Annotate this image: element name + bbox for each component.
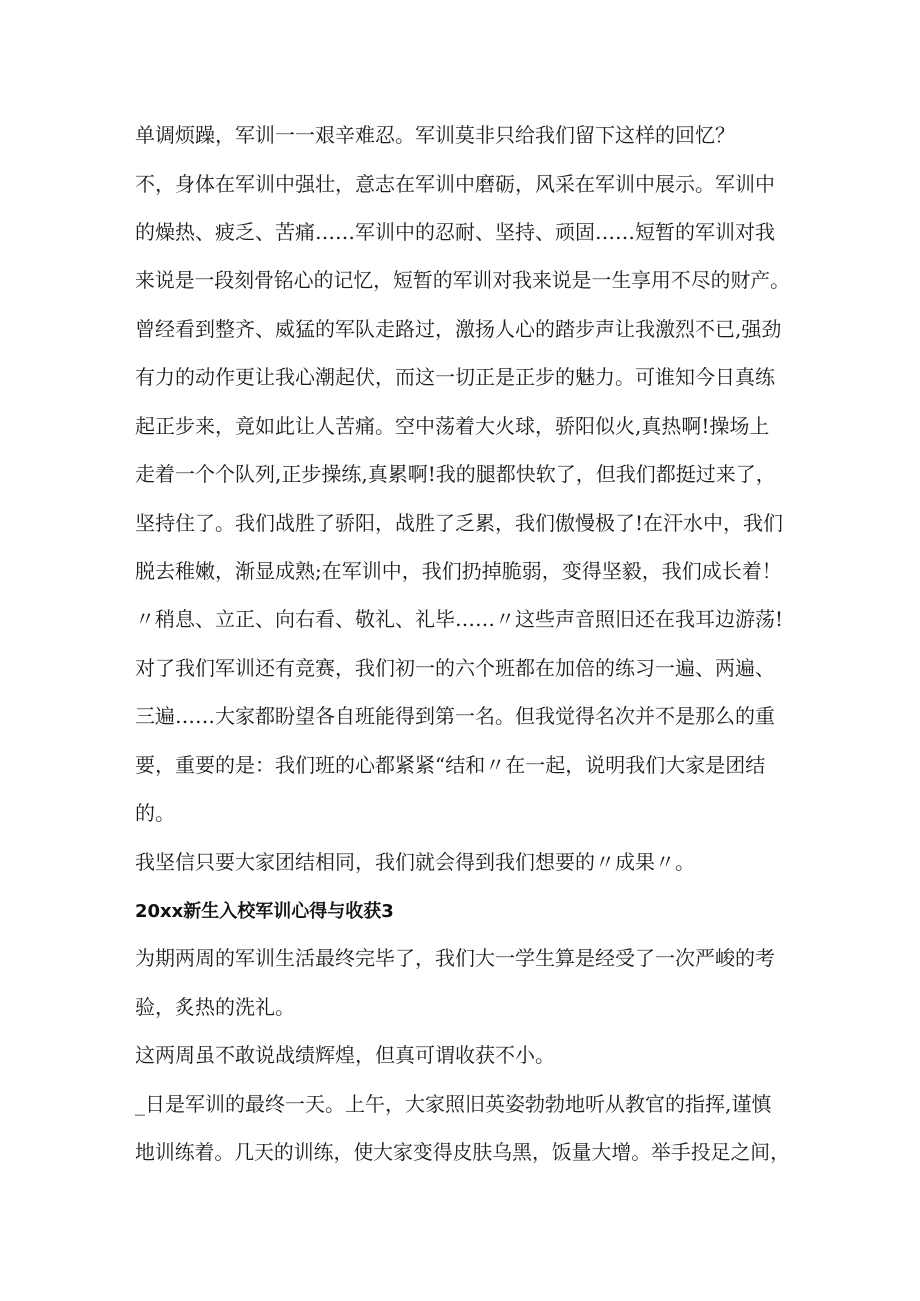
text-line: 脱去稚嫩，渐显成熟;在军训中，我们扔掉脆弱，变得坚毅，我们成长着！ <box>135 559 782 583</box>
text-line: 验，炙热的洗礼。 <box>135 995 295 1019</box>
section-heading: 20xx新生入校军训心得与收获3 <box>135 901 394 922</box>
text-line: 有力的动作更让我心潮起伏，而这一切正是正步的魅力。可谁知今日真练 <box>135 365 775 389</box>
text-line: 来说是一段刻骨铭心的记忆，短暂的军训对我来说是一生享用不尽的财产。 <box>135 268 790 292</box>
text-line: 的燥热、疲乏、苦痛……军训中的忍耐、坚持、顽固……短暂的军训对我 <box>135 220 775 244</box>
text-line: 起正步来，竟如此让人苦痛。空中荡着大火球，骄阳似火,真热啊!操场上 <box>135 414 770 438</box>
text-line: 这两周虽不敢说战绩辉煌，但真可谓收获不小。 <box>135 1043 555 1067</box>
text-line: 曾经看到整齐、威猛的军队走路过，激扬人心的踏步声让我激烈不已,强劲 <box>135 317 782 341</box>
text-line: 不，身体在军训中强壮，意志在军训中磨砺，风采在军训中展示。军训中 <box>135 172 775 196</box>
text-line: 单调烦躁，军训一一艰辛难忍。军训莫非只给我们留下这样的回忆？ <box>135 123 735 147</box>
text-line: 走着一个个队列,正步操练,真累啊!我的腿都快软了，但我们都挺过来了， <box>135 462 776 486</box>
text-line: _日是军训的最终一天。上午，大家照旧英姿勃勃地听从教官的指挥,谨慎 <box>135 1092 772 1116</box>
text-line: 地训练着。几天的训练，使大家变得皮肤乌黑，饭量大增。举手投足之间， <box>135 1140 790 1164</box>
text-line: 为期两周的军训生活最终完毕了，我们大一学生算是经受了一次严峻的考 <box>135 946 775 970</box>
text-line: 〃稍息、立正、向右看、敬礼、礼毕……〃这些声音照旧还在我耳边游荡! <box>135 607 784 631</box>
text-line: 三遍……大家都盼望各自班能得到第一名。但我觉得名次并不是那么的重 <box>135 704 775 728</box>
text-line: 坚持住了。我们战胜了骄阳，战胜了乏累，我们傲慢极了!在汗水中，我们 <box>135 511 784 535</box>
text-line: 我坚信只要大家团结相同，我们就会得到我们想要的〃成果〃。 <box>135 850 695 874</box>
text-line: 的。 <box>135 801 175 825</box>
text-line: 对了我们军训还有竞赛，我们初一的六个班都在加倍的练习一遍、两遍、 <box>135 656 775 680</box>
text-line: 要，重要的是：我们班的心都紧紧“结和〃在一起，说明我们大家是团结 <box>135 753 766 777</box>
